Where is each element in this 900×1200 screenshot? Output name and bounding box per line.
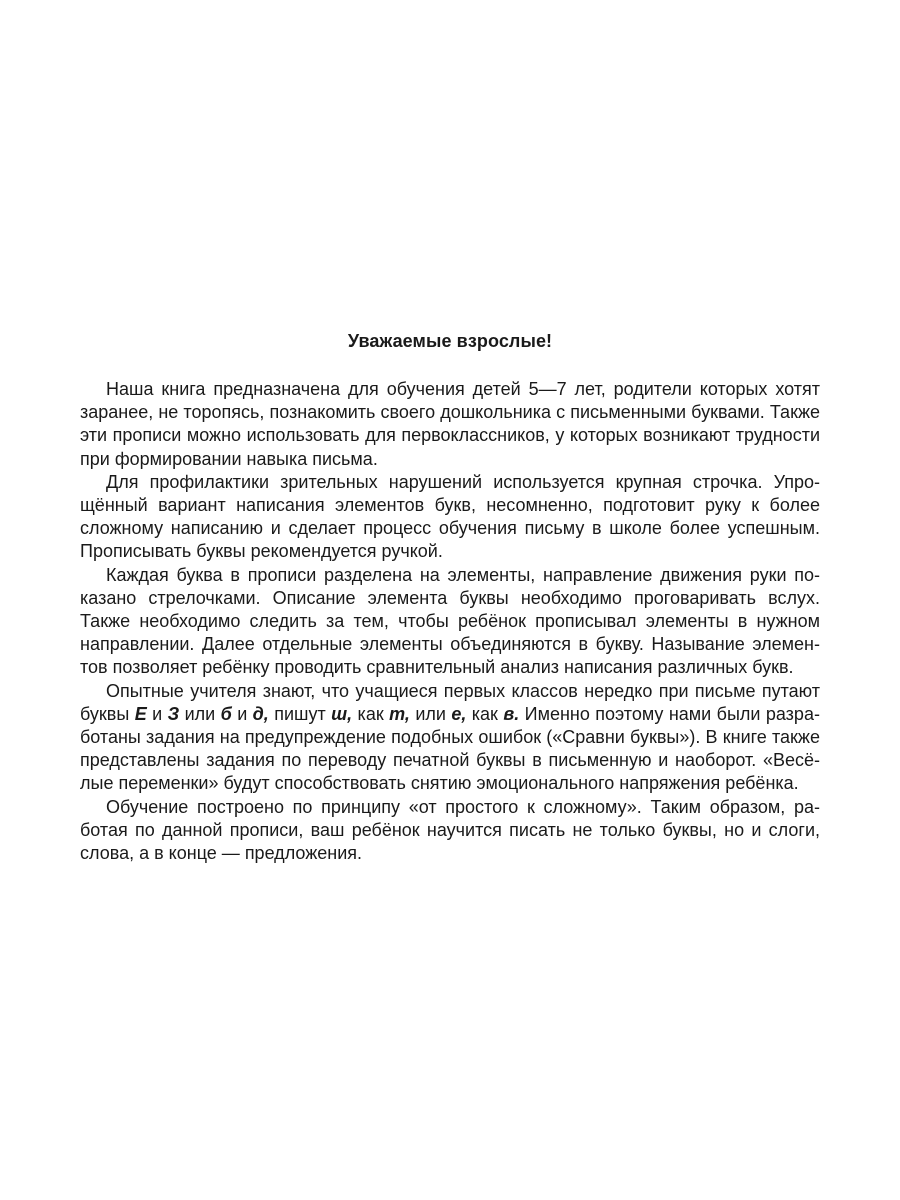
paragraph-4 <box>80 680 820 796</box>
paragraph-4-text: пишут <box>268 703 332 724</box>
paragraph-1: Наша книга предназначена для обучения детей 5—7 лет, родители которых хотят заранее, не торопясь, познакомить своего дошкольника с письменными буквами. Также эти прописи можно использовать для первоклассников, у которых возникают трудности при формировании навыка письма. <box>80 379 820 469</box>
paragraph-4-text: или <box>409 703 452 724</box>
letter-example: З <box>167 703 180 724</box>
paragraph-5: Обучение построено по принципу «от простого к сложному». Таким образом, работая по данной прописи, ваш ребёнок научится писать не только буквы, но и слоги, слова, а в конце — предложения. <box>80 796 820 864</box>
paragraph-3: Каждая буква в прописи разделена на элементы, направление движения руки показано стрелочками. Описание элемента буквы необходимо проговаривать вслух. Также необходимо следить за тем, чтобы ребёнок прописывал элементы в нужном направлении. Далее отдельные элементы объединяются в букву. Называние элементов позволяет ребёнку проводить сравнительный анализ написания различных букв. <box>80 564 820 678</box>
paragraph-2: Для профилактики зрительных нарушений используется крупная строчка. Упрощённый вариант написания элементов букв, несомненно, подготовит руку к более сложному написанию и сделает процесс обучения письму в школе более успешным. Прописывать буквы рекомендуется ручкой. <box>80 471 820 562</box>
letter-example: т, <box>389 703 410 724</box>
letter-example: б <box>220 703 232 724</box>
letter-example: ш, <box>331 703 353 724</box>
paragraph-4-text: как <box>352 703 390 724</box>
document-body <box>80 330 820 865</box>
page-title: Уважаемые взрослые! <box>347 331 553 351</box>
paragraph-4-text: Опытные учителя знают, что учащиеся первых классов нередко при письме путают буквы <box>80 680 820 724</box>
letter-example: Е <box>134 703 147 724</box>
letter-example: д, <box>252 703 269 724</box>
paragraph-4-text: и <box>231 703 253 724</box>
letter-example: в. <box>503 703 520 724</box>
paragraph-4-text: или <box>179 703 221 724</box>
letter-example: е, <box>451 703 467 724</box>
paragraph-4-text: и <box>146 703 168 724</box>
paragraph-4-text: Именно поэтому нами были разработаны задания на предупреждение подобных ошибок («Сравни буквы»). В книге также представлены задания по переводу печатной буквы в письменную и наоборот. «Весёлые переменки» будут способствовать снятию эмоционального напряжения ребёнка. <box>80 703 820 794</box>
paragraph-4-text: как <box>466 703 504 724</box>
